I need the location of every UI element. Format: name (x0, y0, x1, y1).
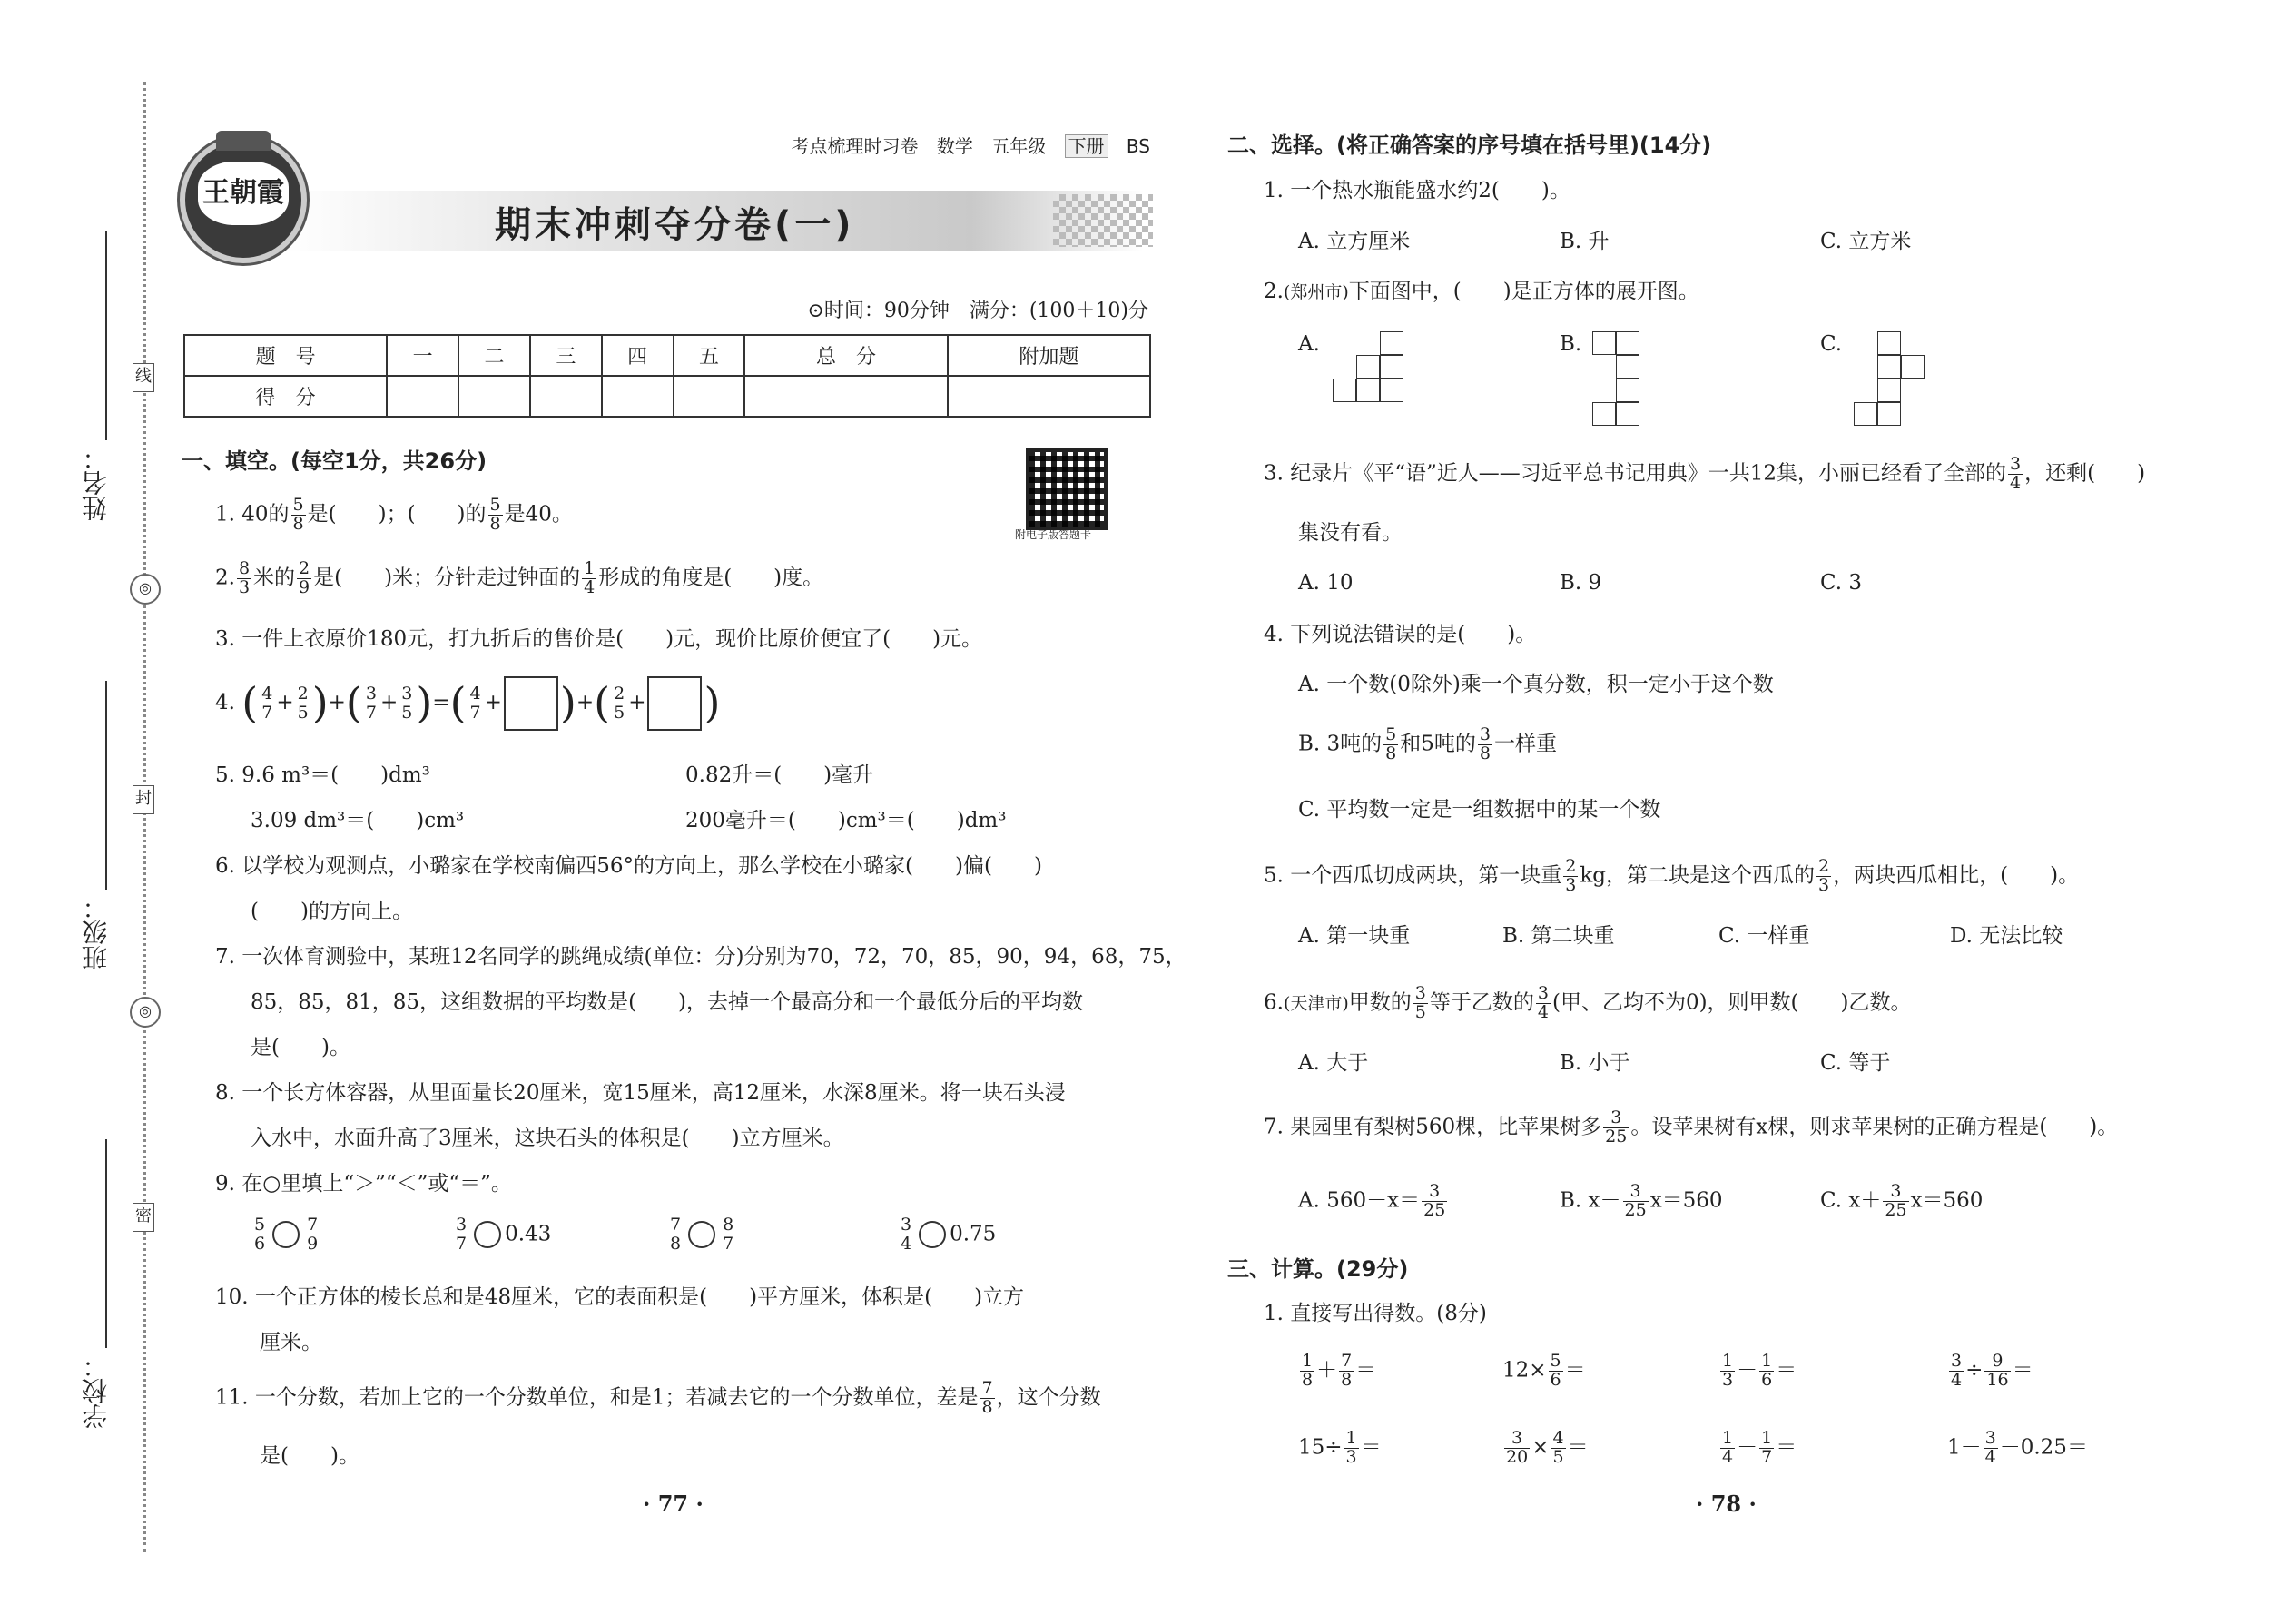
fraction: $\frac{8}{3}$ (238, 558, 251, 597)
option-b[interactable]: B. 9 (1560, 571, 1602, 595)
calc-item: 15÷ $\frac{1}{3}$ ＝ (1298, 1428, 1382, 1467)
question-6: 6. 以学校为观测点，小璐家在学校南偏西56°的方向上，那么学校在小璐家( )偏( ) (215, 854, 1042, 878)
name-write-line (105, 231, 107, 440)
question-7: 7. 一次体育测验中，某班12名同学的跳绳成绩(单位：分)分别为70，72，70，85，90，94，68，75， (215, 945, 1186, 969)
compare-item: $\frac{5}{6}$ $\frac{7}{9}$ (254, 1215, 319, 1254)
option-a[interactable]: A. 560－x＝ $\frac{3}{25}$ (1298, 1181, 1446, 1220)
score-header-cell: 五 (674, 335, 745, 376)
page-number-77: · 77 · (643, 1491, 704, 1517)
section-3-title: 三、计算。(29分) (1227, 1256, 1409, 1282)
question-4: 4. ( $\frac{4}{7}$ + $\frac{2}{5}$ )+( $\frac{3}{7}$ + $\frac{3}{5}$ )=( $\frac{4}{7}$ + )+( $\frac{2}{5}$ + ) (215, 676, 720, 731)
score-header-cell: 四 (602, 335, 674, 376)
logo-text: 王朝霞 (198, 162, 289, 225)
subject: 数学 (936, 135, 973, 157)
header-info (778, 132, 1150, 158)
question-5b: 0.82升＝( )毫升 (685, 763, 874, 787)
choice-question-4: 4. 下列说法错误的是( )。 (1264, 623, 1537, 646)
option-b[interactable]: B. 小于 (1560, 1051, 1630, 1075)
compare-item: $\frac{7}{8}$ $\frac{8}{7}$ (670, 1215, 734, 1254)
answer-box[interactable] (647, 676, 702, 731)
calc-item: $\frac{1}{8}$ ＋ $\frac{7}{8}$ ＝ (1302, 1351, 1377, 1390)
option-c[interactable]: C. 3 (1820, 571, 1863, 595)
brand-logo (180, 136, 307, 263)
option-a[interactable]: A. 大于 (1298, 1051, 1369, 1075)
score-header-cell: 二 (458, 335, 530, 376)
question-11: 11. 一个分数，若加上它的一个分数单位，和是1；若减去它的一个分数单位，差是 $\frac{7}{8}$ ，这个分数 (215, 1378, 1101, 1417)
option-c[interactable]: C. 平均数一定是一组数据中的某一个数 (1298, 798, 1661, 822)
calc-item: 12× $\frac{5}{6}$ ＝ (1502, 1351, 1586, 1390)
option-c[interactable]: C. (1820, 332, 1843, 356)
question-5c: 3.09 dm³＝( )cm³ (251, 809, 465, 832)
calc-item: $\frac{3}{4}$ ÷ $\frac{9}{16}$ ＝ (1951, 1351, 2033, 1390)
option-b[interactable]: B. 升 (1560, 230, 1610, 253)
school-write-line (105, 1139, 107, 1348)
score-row-label: 得 分 (184, 376, 387, 417)
score-header-cell: 附加题 (948, 335, 1150, 376)
option-a[interactable]: A. (1298, 332, 1320, 356)
option-b[interactable]: B. 3吨的 $\frac{5}{8}$ 和5吨的 $\frac{3}{8}$ 一样重 (1298, 724, 1557, 763)
choice-question-7: 7. 果园里有梨树560棵，比苹果树多 $\frac{3}{25}$ 。设苹果树有x棵，则求苹果树的正确方程是( )。 (1264, 1107, 2119, 1147)
score-table (183, 334, 1151, 418)
answer-box[interactable] (504, 676, 558, 731)
option-a[interactable]: A. 一个数(0除外)乘一个真分数，积一定小于这个数 (1298, 673, 1774, 696)
question-10: 10. 一个正方体的棱长总和是48厘米，它的表面积是( )平方厘米，体积是( )立方 (215, 1285, 1025, 1309)
question-10-cont: 厘米。 (260, 1331, 322, 1354)
choice-question-2: 2.(郑州市)下面图中，( )是正方体的展开图。 (1264, 280, 1699, 303)
score-cell[interactable] (744, 376, 947, 417)
class-label: 班级： (81, 894, 111, 970)
choice-question-5: 5. 一个西瓜切成两块，第一块重 $\frac{2}{3}$ kg，第二块是这个西瓜的 $\frac{2}{3}$ ，两块西瓜相比，( )。 (1264, 856, 2080, 895)
question-2: 2. $\frac{8}{3}$ 米的 $\frac{2}{9}$ 是( )米；分针走过钟面的 $\frac{1}{4}$ 形成的角度是( )度。 (215, 558, 824, 597)
grade: 五年级 (991, 135, 1047, 157)
question-7-cont: 85，85，81，85，这组数据的平均数是( )，去掉一个最高分和一个最低分后的平均数 (251, 990, 1084, 1014)
score-header-cell: 三 (530, 335, 602, 376)
score-header-cell: 题 号 (184, 335, 387, 376)
option-c[interactable]: C. 一样重 (1718, 924, 1810, 948)
score-cell[interactable] (674, 376, 745, 417)
time-info: ⊙时间：90分钟 满分：(100＋10)分 (807, 300, 1148, 322)
option-b[interactable]: B. (1560, 332, 1582, 356)
seal-mi: 密 (133, 1203, 154, 1232)
fraction: $\frac{1}{4}$ (584, 558, 596, 597)
section-1-title: 一、填空。(每空1分，共26分) (182, 448, 487, 474)
page-title: 期末冲刺夺分卷(一) (495, 204, 855, 246)
qr-caption: 附电子版答题卡 (1015, 528, 1092, 541)
calc-question-1: 1. 直接写出得数。(8分) (1264, 1302, 1487, 1325)
question-5a: 5. 9.6 m³＝( )dm³ (215, 763, 430, 787)
question-6-cont: ( )的方向上。 (251, 900, 413, 923)
fraction: $\frac{2}{9}$ (299, 558, 310, 597)
calc-item: 1－ $\frac{3}{4}$ －0.25＝ (1947, 1428, 2088, 1467)
score-header-cell: 一 (387, 335, 458, 376)
score-cell[interactable] (530, 376, 602, 417)
compare-circle[interactable] (919, 1221, 946, 1248)
option-c[interactable]: C. 等于 (1820, 1051, 1891, 1075)
choice-question-3-cont: 集没有看。 (1298, 521, 1403, 545)
series-name: 考点梳理时习卷 (791, 135, 919, 157)
section-2-title: 二、选择。(将正确答案的序号填在括号里)(14分) (1227, 133, 1712, 158)
fraction: $\frac{5}{8}$ (489, 495, 501, 534)
title-checker-pattern (1053, 194, 1153, 247)
option-c[interactable]: C. 立方米 (1820, 230, 1912, 253)
name-label: 姓名： (81, 445, 111, 521)
option-a[interactable]: A. 第一块重 (1298, 924, 1411, 948)
compare-circle[interactable] (272, 1221, 300, 1248)
question-5d: 200毫升＝( )cm³＝( )dm³ (685, 809, 1007, 832)
question-9: 9. 在○里填上“＞”“＜”或“＝”。 (215, 1172, 512, 1196)
edition: BS (1126, 135, 1150, 157)
calc-item: $\frac{3}{20}$ × $\frac{4}{5}$ ＝ (1506, 1428, 1589, 1467)
school-label: 学校： (81, 1353, 111, 1429)
binding-circle-icon: ◎ (130, 997, 161, 1028)
option-d[interactable]: D. 无法比较 (1950, 924, 2063, 948)
page-number-78: · 78 · (1696, 1491, 1757, 1517)
compare-circle[interactable] (474, 1221, 501, 1248)
question-11-cont: 是( )。 (260, 1444, 359, 1468)
option-b[interactable]: B. x－ $\frac{3}{25}$ x＝560 (1560, 1181, 1723, 1220)
question-7-cont: 是( )。 (251, 1036, 350, 1059)
binding-dotted-line (143, 82, 146, 1552)
crown-icon (216, 131, 271, 151)
choice-question-1: 1. 一个热水瓶能盛水约2( )。 (1264, 179, 1570, 202)
score-value-row (184, 376, 1150, 417)
choice-question-3: 3. 纪录片《平“语”近人——习近平总书记用典》一共12集，小丽已经看了全部的 $\frac{3}{4}$ ，还剩( ) (1264, 454, 2146, 493)
fraction: $\frac{5}{8}$ (292, 495, 304, 534)
score-cell[interactable] (458, 376, 530, 417)
calc-item: $\frac{1}{3}$ － $\frac{1}{6}$ ＝ (1722, 1351, 1797, 1390)
question-3: 3. 一件上衣原价180元，打九折后的售价是( )元，现价比原价便宜了( )元。 (215, 627, 983, 651)
compare-item: $\frac{3}{7}$ 0.43 (456, 1215, 552, 1254)
score-cell[interactable] (602, 376, 674, 417)
option-c[interactable]: C. x＋ $\frac{3}{25}$ x＝560 (1820, 1181, 1984, 1220)
qr-code[interactable] (1026, 448, 1108, 530)
seal-xian: 线 (133, 363, 154, 392)
score-header-row (184, 335, 1150, 376)
volume-badge: 下册 (1065, 134, 1108, 158)
option-a[interactable]: A. 立方厘米 (1298, 230, 1411, 253)
option-b[interactable]: B. 第二块重 (1502, 924, 1615, 948)
compare-circle[interactable] (688, 1221, 715, 1248)
question-1: 1. 40的 $\frac{5}{8}$ 是( )；( )的 $\frac{5}{8}$ 是40。 (215, 495, 573, 534)
question-8-cont: 入水中，水面升高了3厘米，这块石头的体积是( )立方厘米。 (251, 1127, 844, 1150)
seal-feng: 封 (133, 785, 154, 814)
score-cell[interactable] (387, 376, 458, 417)
compare-item: $\frac{3}{4}$ 0.75 (901, 1215, 997, 1254)
score-header-cell: 总 分 (744, 335, 947, 376)
choice-question-6: 6.(天津市)甲数的 $\frac{3}{5}$ 等于乙数的 $\frac{3}{4}$ (甲、乙均不为0)，则甲数( )乙数。 (1264, 983, 1912, 1022)
calc-item: $\frac{1}{4}$ － $\frac{1}{7}$ ＝ (1722, 1428, 1797, 1467)
score-cell[interactable] (948, 376, 1150, 417)
binding-circle-icon: ◎ (130, 574, 161, 605)
class-write-line (105, 681, 107, 890)
option-a[interactable]: A. 10 (1298, 571, 1354, 595)
question-8: 8. 一个长方体容器，从里面量长20厘米，宽15厘米，高12厘米，水深8厘米。将一块石头浸 (215, 1081, 1066, 1105)
